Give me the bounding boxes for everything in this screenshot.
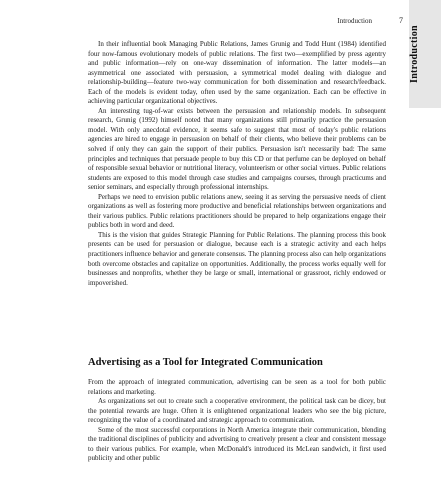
paragraph: From the approach of integrated communication, advertising can be seen as a tool for both public relations and marketing.	[88, 378, 386, 396]
section-heading: Advertising as a Tool for Integrated Communication	[88, 357, 323, 368]
paragraph: Perhaps we need to envision public relations anew, seeing it as serving the persuasive needs of client organizations as well as fostering more productive and beneficial relationships between organizations and their various publics. Public relations practitioners should be prepared to help organizations engage their publics both in word and deed.	[88, 192, 386, 230]
paragraph: Some of the most successful corporations in North America integrate their communication, blending the traditional disciplines of publicity and advertising to creatively present a clear and consistent message to their various publics. For example, when McDonald's introduced its McLean sandwich, it first used publicity and other public	[88, 425, 386, 463]
paragraph: This is the vision that guides Strategic Planning for Public Relations. The planning process this book presents can be used for persuasion or dialogue, because each is a strategic activity and each helps practitioners influence behavior and generate consensus. The planning process also can help organizations both overcome obstacles and capitalize on opportunities. Additionally, the process works equally well for businesses and nonprofits, whether they be large or small, international or grassroot, richly endowed or impoverished.	[88, 230, 386, 287]
section-body-2	[88, 378, 386, 464]
paragraph: An interesting tug-of-war exists between the persuasion and relationship models. In subsequent research, Grunig (1992) himself noted that many organizations still primarily practice the persuasion model. With only anecdotal evidence, it seems safe to suggest that most of today's public relations agencies are hired to engage in persuasion on behalf of their clients, who believe their problems can be solved if only they can gain the support of their publics. Persuasion isn't necessarily bad: The same principles and techniques that persuade people to buy this CD or that perfume can be deployed on behalf of responsible sexual behavior or nutritional literacy, volunteerism or other social virtues. Public relations students are exposed to this model through case studies and campaigns courses, through practicums and senior seminars, and especially through professional internships.	[88, 106, 386, 192]
thumb-tab-label: Introduction	[409, 25, 420, 83]
running-head: Introduction	[337, 17, 372, 25]
paragraph: In their influential book Managing Public Relations, James Grunig and Todd Hunt (1984) identified four now-famous evolutionary models of public relations. The first two—exemplified by press agentry and public information—rely on one-way dissemination of information. The latter models—an asymmetrical one associated with persuasion, a symmetrical model dealing with dialogue and relationship-building—feature two-way communication for both dissemination and research/feedback. Each of the models is evident today, often used by the same organization. Each can be effective in achieving particular organizational objectives.	[88, 40, 386, 106]
section-body	[88, 40, 386, 288]
thumb-tab	[409, 0, 441, 108]
page-number: 7	[399, 16, 403, 25]
paragraph: As organizations set out to create such a cooperative environment, the political task can be dicey, but the potential rewards are huge. Often it is enlightened organizational leaders who see the big picture, recognizing the value of a coordinated and strategic approach to communication.	[88, 397, 386, 425]
